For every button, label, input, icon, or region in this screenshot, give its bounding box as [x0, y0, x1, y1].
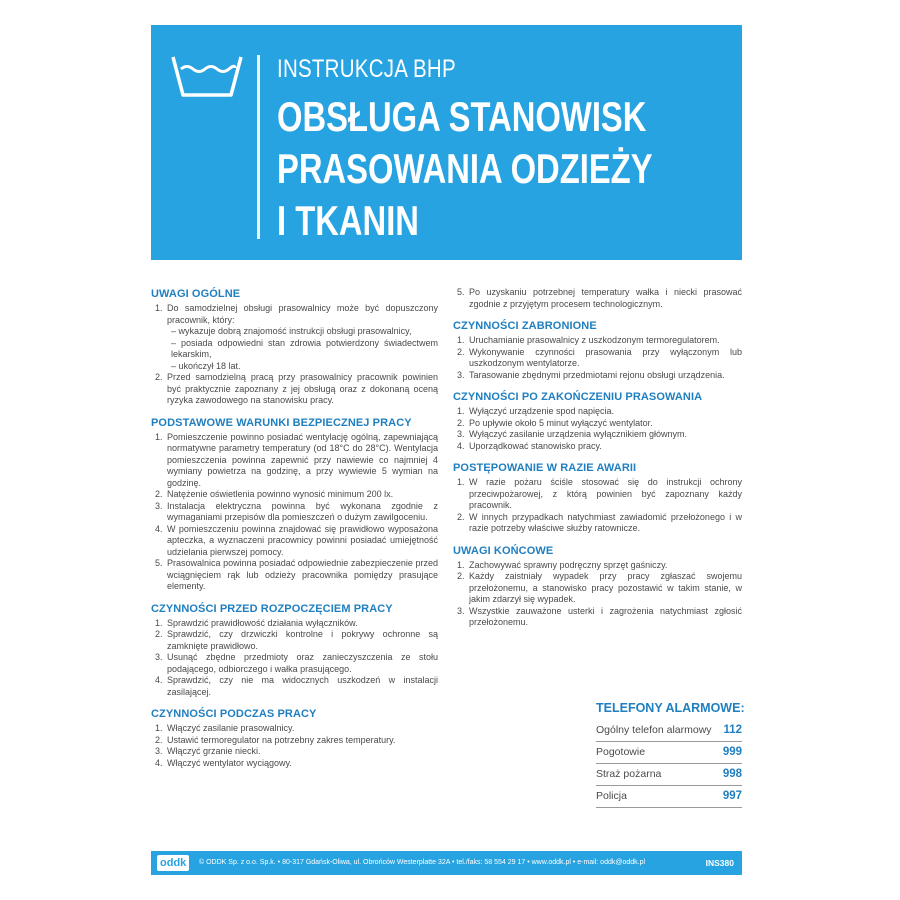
list-item: [467, 429, 742, 441]
header-divider: [257, 55, 260, 239]
numbered-list: [453, 287, 742, 310]
section: [453, 319, 742, 381]
list-item: [165, 735, 438, 747]
list-item-text: Po upływie około 5 minut wyłączyć wentylator.: [469, 417, 653, 428]
section-title: CZYNNOŚCI PRZED ROZPOCZĘCIEM PRACY: [151, 602, 393, 615]
list-item-text: Każdy zaistniały wypadek przy pracy zgłaszać swojemu przełożonemu, a stanowisko pracy pozostawić w takim stanie, w jakim zdarzył się wypadek.: [469, 571, 742, 604]
washing-tub-icon: [171, 53, 243, 99]
list-item-text: Wszystkie zauważone usterki i zagrożenia natychmiast zgłosić przełożonemu.: [469, 605, 742, 627]
list-item: [165, 558, 438, 593]
numbered-list: [151, 618, 438, 699]
list-item-text: Do samodzielnej obsługi prasowalnicy może być dopuszczony pracownik, który:: [167, 303, 438, 325]
phone-label: Policja: [596, 790, 627, 802]
list-item: [467, 441, 742, 453]
list-item-text: Sprawdzić, czy nie ma widocznych uszkodzeń w instalacji zasilającej.: [167, 675, 438, 697]
list-item: [165, 303, 438, 372]
list-item: [165, 501, 438, 524]
phone-label: Pogotowie: [596, 746, 646, 758]
header-banner: [151, 25, 742, 260]
numbered-list: [453, 335, 742, 381]
list-item-text: Ustawić termoregulator na potrzebny zakres temperatury.: [167, 734, 396, 745]
list-item-text: Włączyć grzanie niecki.: [167, 746, 261, 756]
list-item: [165, 524, 438, 559]
list-item: [165, 746, 438, 758]
section: [453, 461, 742, 535]
document-kicker: INSTRUKCJA BHP: [277, 55, 456, 83]
section: [151, 602, 438, 699]
list-item: [165, 432, 438, 490]
list-item-text: Instalacja elektryczna powinna być wykonana zgodnie z wymaganiami przepisów dla pomieszczeń o dużym zawilgoceniu.: [167, 500, 438, 522]
sub-list-item: – wykazuje dobrą znajomość instrukcji obsługi prasowalnicy,: [171, 326, 438, 338]
sub-list-item: – ukończył 18 lat.: [171, 361, 438, 373]
list-item: [467, 406, 742, 418]
list-item-text: Przed samodzielną pracą przy prasowalnicy pracownik powinien być praktycznie zapoznany z jej obsługą oraz z dokonaną oceną ryzyka zawodowego na stanowisku pracy.: [167, 372, 438, 405]
section: [151, 287, 438, 407]
list-item: [467, 512, 742, 535]
phone-row: [596, 742, 742, 764]
list-item-text: Sprawdzić prawidłowość działania wyłączników.: [167, 617, 358, 628]
list-item-text: Wyłączyć urządzenie spod napięcia.: [469, 406, 614, 416]
list-item: [467, 335, 742, 347]
sub-list-item: – posiada odpowiedni stan zdrowia potwierdzony świadectwem lekarskim,: [171, 338, 438, 361]
list-item-text: Usunąć zbędne przedmioty oraz zanieczyszczenia ze stołu podającego, odbiorczego i wałka prasującego.: [167, 652, 438, 674]
list-item-text: Po uzyskaniu potrzebnej temperatury wałka i niecki prasować zgodnie z przyjętym procesem technologicznym.: [469, 287, 742, 309]
section-title: UWAGI KOŃCOWE: [453, 544, 554, 557]
list-item-text: Uporządkować stanowisko pracy.: [469, 440, 602, 451]
section: [453, 287, 742, 310]
list-item-text: Zachowywać sprawny podręczny sprzęt gaśniczy.: [469, 559, 668, 570]
phones-title: TELEFONY ALARMOWE:: [596, 701, 745, 715]
numbered-list: [151, 303, 438, 407]
list-item-text: Uruchamianie prasowalnicy z uszkodzonym termoregulatorem.: [469, 335, 720, 345]
list-item: [165, 629, 438, 652]
sub-list: [167, 326, 438, 372]
section-title: PODSTAWOWE WARUNKI BEZPIECZNEJ PRACY: [151, 416, 412, 429]
list-item-text: Prasowalnica powinna posiadać odpowiednie zabezpieczenie przed wciągnięciem rąk lub odzieży pracownika pomiędzy prasujące elementy.: [167, 558, 438, 591]
list-item: [165, 758, 438, 770]
list-item: [467, 606, 742, 629]
document-title: [277, 91, 683, 247]
section: [453, 390, 742, 452]
list-item-text: W razie pożaru ściśle stosować się do instrukcji ochrony przeciwpożarowej, z którą powinien być zapoznany każdy pracownik.: [469, 477, 742, 510]
list-item-text: W innych przypadkach natychmiast zawiadomić przełożonego i w razie potrzeby właściwe służby ratownicze.: [469, 511, 742, 533]
list-item-text: Pomieszczenie powinno posiadać wentylację ogólną, zapewniającą normatywne parametry temperatury (od 18°C do 28°C). Wentylacja pomieszczenia powinna zapewnić przy nawiewie co najmniej 4 wymiany powietrza na godzinę, a przy wywiewie 5 wymian na godzinę.: [167, 431, 438, 488]
list-item: [165, 675, 438, 698]
section-title: CZYNNOŚCI PO ZAKOŃCZENIU PRASOWANIA: [453, 391, 703, 403]
list-item: [467, 560, 742, 572]
document-code: INS380: [705, 858, 734, 868]
phone-number: 997: [722, 790, 742, 802]
phone-label: Ogólny telefon alarmowy: [596, 724, 712, 736]
numbered-list: [453, 406, 742, 452]
list-item: [165, 372, 438, 407]
list-item-text: Wyłączyć zasilanie urządzenia wyłącznikiem głównym.: [469, 429, 687, 439]
footer-bar: [151, 851, 742, 875]
list-item: [165, 489, 438, 501]
title-line: I TKANIN: [277, 197, 419, 244]
title-line: OBSŁUGA STANOWISK: [277, 93, 647, 140]
numbered-list: [453, 477, 742, 535]
list-item-text: Natężenie oświetlenia powinno wynosić minimum 200 lx.: [167, 489, 394, 499]
numbered-list: [151, 723, 438, 769]
section: [453, 544, 742, 629]
left-column: [151, 287, 438, 778]
phone-row: [596, 764, 742, 786]
section: [151, 707, 438, 769]
section-title: POSTĘPOWANIE W RAZIE AWARII: [453, 462, 637, 474]
list-item: [165, 723, 438, 735]
phone-number: 998: [722, 768, 742, 780]
list-item: [165, 652, 438, 675]
title-line: PRASOWANIA ODZIEŻY: [277, 145, 653, 192]
section-title: UWAGI OGÓLNE: [151, 288, 241, 300]
list-item-text: Włączyć wentylator wyciągowy.: [167, 757, 292, 768]
section: [151, 416, 438, 593]
right-column: [453, 287, 742, 638]
section-title: CZYNNOŚCI ZABRONIONE: [453, 320, 597, 332]
section-title: CZYNNOŚCI PODCZAS PRACY: [151, 708, 317, 720]
list-item-text: Wykonywanie czynności prasowania przy wyłączonym lub uszkodzonym wentylatorze.: [469, 346, 742, 368]
list-item: [467, 477, 742, 512]
numbered-list: [151, 432, 438, 593]
company-logo: oddk: [157, 855, 189, 871]
list-item: [467, 370, 742, 382]
list-item: [467, 418, 742, 430]
phone-number: 999: [722, 746, 742, 758]
emergency-phones: [596, 700, 745, 808]
numbered-list: [453, 560, 742, 629]
list-item-text: Włączyć zasilanie prasowalnicy.: [167, 723, 295, 733]
phone-label: Straż pożarna: [596, 768, 662, 780]
phone-row: [596, 786, 742, 808]
list-item: [165, 618, 438, 630]
instruction-sheet: [151, 25, 745, 877]
footer-address: © ODDK Sp. z o.o. Sp.k. • 80-317 Gdańsk-Oliwa, ul. Obrońców Westerplatte 32A • tel./faks: 58 554 29 17 • www.oddk.pl • e-mail: oddk@oddk.pl: [199, 859, 646, 866]
list-item-text: Sprawdzić, czy drzwiczki kontrolne i pokrywy ochronne są zamknięte prawidłowo.: [167, 629, 438, 651]
list-item: [467, 287, 742, 310]
list-item-text: W pomieszczeniu powinna znajdować się prawidłowo wyposażona apteczka, a wyznaczeni pracownicy powinni posiadać umiejętność udzielania pierwszej pomocy.: [167, 523, 438, 557]
list-item: [467, 571, 742, 606]
list-item-text: Tarasowanie zbędnymi przedmiotami rejonu obsługi urządzenia.: [469, 369, 725, 380]
phone-row: [596, 720, 742, 742]
list-item: [467, 347, 742, 370]
phone-number: 112: [723, 724, 742, 736]
